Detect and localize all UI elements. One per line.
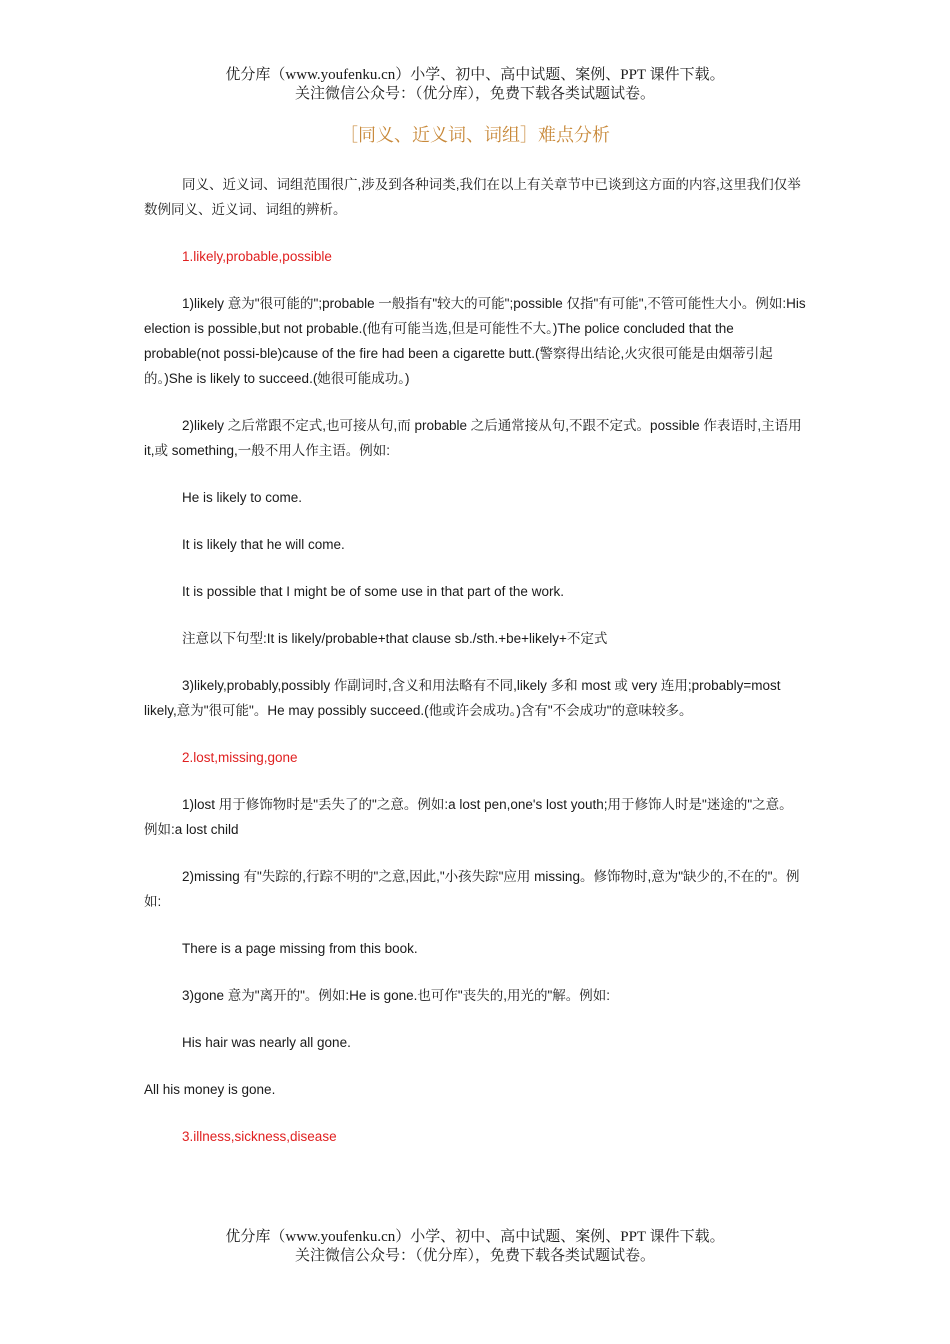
header-line-2: 关注微信公众号：（优分库），免费下载各类试题试卷。 — [294, 86, 655, 102]
page-footer — [0, 1228, 950, 1266]
document-title: ［同义、近义词、词组］难点分析 — [340, 125, 610, 146]
header-line-1: 优分库（www.youfenku.cn）小学、初中、高中试题、案例、PPT 课件下载。 — [225, 67, 725, 83]
section-2-example-1: There is a page missing from this book. — [182, 941, 418, 956]
section-2-paragraph-2: 2)missing 有"失踪的,行踪不明的"之意,因此,"小孩失踪"应用 missing。修饰物时,意为"缺少的,不在的"。例如: — [144, 869, 800, 909]
section-1-paragraph-2: 2)likely 之后常跟不定式,也可接从句,而 probable 之后通常接从句,不跟不定式。possible 作表语时,主语用 it,或 something,一般不用人作主语。例如: — [144, 418, 802, 458]
section-2-paragraph-3: 3)gone 意为"离开的"。例如:He is gone.也可作"丧失的,用光的"解。例如: — [182, 988, 610, 1003]
section-3-heading: 3.illness,sickness,disease — [182, 1129, 337, 1144]
section-1-note: 注意以下句型:It is likely/probable+that clause sb./sth.+be+likely+不定式 — [182, 631, 608, 646]
section-2-paragraph-1: 1)lost 用于修饰物时是"丢失了的"之意。例如:a lost pen,one's lost youth;用于修饰人时是"迷途的"之意。例如:a lost child — [144, 797, 793, 837]
section-2-heading: 2.lost,missing,gone — [182, 750, 298, 765]
intro-paragraph: 同义、近义词、词组范围很广,涉及到各种词类,我们在以上有关章节中已谈到这方面的内容,这里我们仅举数例同义、近义词、词组的辨析。 — [144, 177, 801, 217]
section-1-heading: 1.likely,probable,possible — [182, 249, 332, 264]
footer-line-1: 优分库（www.youfenku.cn）小学、初中、高中试题、案例、PPT 课件下载。 — [225, 1229, 725, 1245]
page-header — [0, 66, 950, 104]
section-2-example-2: His hair was nearly all gone. — [182, 1035, 351, 1050]
document-body — [144, 172, 806, 1171]
section-2-example-3: All his money is gone. — [144, 1082, 276, 1097]
section-1-example-3: It is possible that I might be of some use in that part of the work. — [182, 584, 564, 599]
section-1-paragraph-1: 1)likely 意为"很可能的";probable 一般指有"较大的可能";possible 仅指"有可能",不管可能性大小。例如:His election is possible,but not probable.(他有可能当选,但是可能性不大。)The police concluded that the probable(not possi-ble)cause of the fire had been a cigarette butt.(警察得出结论,火灾很可能是由烟蒂引起的。)She is likely to succeed.(她很可能成功。) — [144, 296, 806, 386]
section-1-example-1: He is likely to come. — [182, 490, 303, 505]
footer-line-2: 关注微信公众号：（优分库），免费下载各类试题试卷。 — [294, 1248, 655, 1264]
section-1-paragraph-3: 3)likely,probably,possibly 作副词时,含义和用法略有不同,likely 多和 most 或 very 连用;probably=most likely,意为"很可能"。He may possibly succeed.(他或许会成功。)含有"不会成功"的意味较多。 — [144, 678, 781, 718]
section-1-example-2: It is likely that he will come. — [182, 537, 345, 552]
